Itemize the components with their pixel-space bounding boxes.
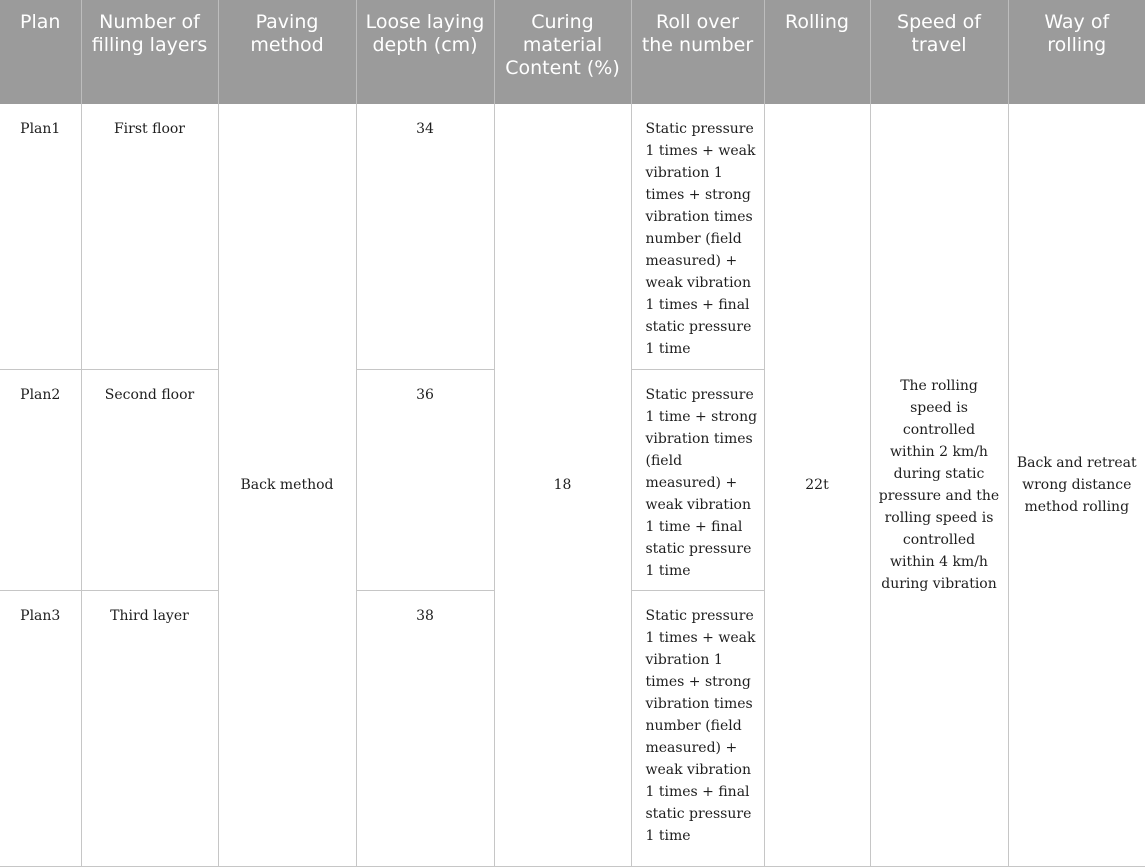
cell-roll-over: Static pressure 1 times + weak vibration 1 times + strong vibration times number (field measured) + weak vibration 1 times + final static pressure 1 time	[631, 590, 764, 866]
cell-layer: Third layer	[81, 590, 218, 866]
cell-plan: Plan1	[0, 104, 81, 369]
header-roll-over-number: Roll over the number	[631, 0, 764, 104]
cell-depth: 38	[356, 590, 494, 866]
cell-depth: 34	[356, 104, 494, 369]
cell-paving-method: Back method	[218, 104, 356, 866]
cell-layer: First floor	[81, 104, 218, 369]
table-row	[0, 104, 1145, 369]
cell-layer: Second floor	[81, 369, 218, 590]
header-paving-method: Paving method	[218, 0, 356, 104]
cell-roll-over: Static pressure 1 time + strong vibration times (field measured) + weak vibration 1 time + final static pressure 1 time	[631, 369, 764, 590]
cell-curing-content: 18	[494, 104, 631, 866]
table-header	[0, 0, 1145, 104]
header-rolling: Rolling	[764, 0, 870, 104]
cell-speed-of-travel: The rolling speed is controlled within 2 km/h during static pressure and the rolling speed is controlled within 4 km/h during vibration	[870, 104, 1008, 866]
cell-depth: 36	[356, 369, 494, 590]
header-loose-laying-depth: Loose laying depth (cm)	[356, 0, 494, 104]
cell-rolling: 22t	[764, 104, 870, 866]
cell-plan: Plan3	[0, 590, 81, 866]
header-speed-of-travel: Speed of travel	[870, 0, 1008, 104]
header-way-of-rolling: Way of rolling	[1008, 0, 1145, 104]
header-curing-content: Curing material Content (%)	[494, 0, 631, 104]
cell-roll-over: Static pressure 1 times + weak vibration 1 times + strong vibration times number (field measured) + weak vibration 1 times + final static pressure 1 time	[631, 104, 764, 369]
cell-way-of-rolling: Back and retreat wrong distance method rolling	[1008, 104, 1145, 866]
header-filling-layers: Number of filling layers	[81, 0, 218, 104]
table-body	[0, 104, 1145, 866]
header-plan: Plan	[0, 0, 81, 104]
cell-plan: Plan2	[0, 369, 81, 590]
header-row	[0, 0, 1145, 104]
